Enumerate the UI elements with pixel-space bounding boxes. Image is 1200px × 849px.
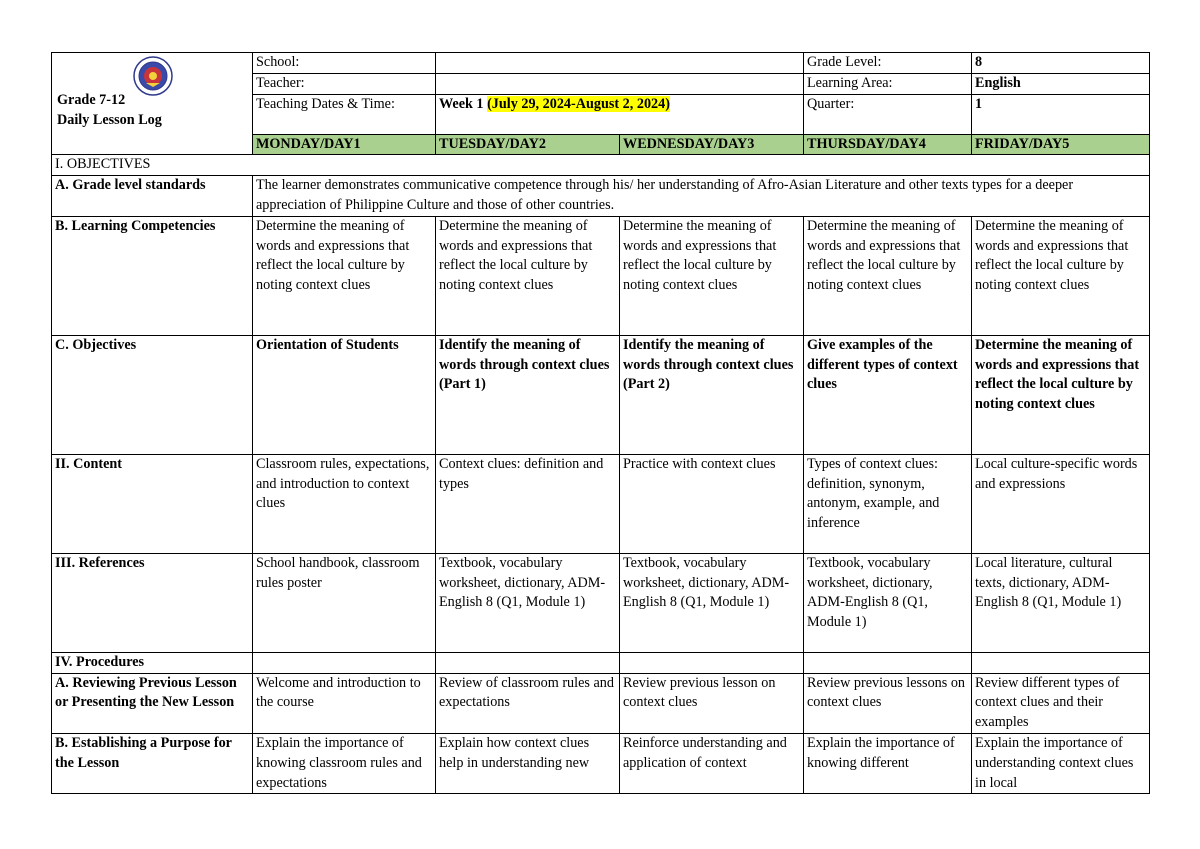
reviewing-cell: Review previous lesson on context clues xyxy=(620,673,804,733)
competency-cell: Determine the meaning of words and expressions that reflect the local culture by noting context clues xyxy=(436,216,620,335)
reference-cell: Textbook, vocabulary worksheet, dictionary, ADM-English 8 (Q1, Module 1) xyxy=(804,553,972,652)
competency-cell: Determine the meaning of words and expressions that reflect the local culture by noting context clues xyxy=(620,216,804,335)
empty-cell xyxy=(253,652,436,673)
objective-cell: Orientation of Students xyxy=(253,335,436,454)
content-cell: Context clues: definition and types xyxy=(436,454,620,553)
day-header: FRIDAY/DAY5 xyxy=(972,134,1150,155)
section-objectives: I. OBJECTIVES xyxy=(52,155,1150,176)
content-cell: Classroom rules, expectations, and introduction to context clues xyxy=(253,454,436,553)
content-label: II. Content xyxy=(52,454,253,553)
day-header: THURSDAY/DAY4 xyxy=(804,134,972,155)
content-cell: Types of context clues: definition, synonym, antonym, example, and inference xyxy=(804,454,972,553)
competency-cell: Determine the meaning of words and expressions that reflect the local culture by noting context clues xyxy=(253,216,436,335)
purpose-cell: Explain the importance of knowing different xyxy=(804,733,972,793)
empty-cell xyxy=(804,652,972,673)
learning-area-value: English xyxy=(972,73,1150,94)
objective-cell: Give examples of the different types of context clues xyxy=(804,335,972,454)
content-cell: Local culture-specific words and expressions xyxy=(972,454,1150,553)
school-label: School: xyxy=(253,53,436,74)
reference-cell: Textbook, vocabulary worksheet, dictionary, ADM-English 8 (Q1, Module 1) xyxy=(436,553,620,652)
quarter-value: 1 xyxy=(972,94,1150,134)
reference-cell: Local literature, cultural texts, dictionary, ADM-English 8 (Q1, Module 1) xyxy=(972,553,1150,652)
reviewing-cell: Welcome and introduction to the course xyxy=(253,673,436,733)
reviewing-cell: Review of classroom rules and expectations xyxy=(436,673,620,733)
school-value xyxy=(436,53,804,74)
grade-standards-text: The learner demonstrates communicative competence through his/ her understanding of Afro-Asian Literature and other texts types for a deeper appreciation of Philippine Culture and those of other countries. xyxy=(253,176,1150,217)
day-header: TUESDAY/DAY2 xyxy=(436,134,620,155)
quarter-label: Quarter: xyxy=(804,94,972,134)
references-label: III. References xyxy=(52,553,253,652)
purpose-cell: Explain how context clues help in understanding new xyxy=(436,733,620,793)
learning-area-label: Learning Area: xyxy=(804,73,972,94)
day-header: WEDNESDAY/DAY3 xyxy=(620,134,804,155)
week-dates: (July 29, 2024-August 2, 2024) xyxy=(487,95,670,112)
reference-cell: School handbook, classroom rules poster xyxy=(253,553,436,652)
empty-cell xyxy=(972,652,1150,673)
objectives-label: C. Objectives xyxy=(52,335,253,454)
form-title-line1: Grade 7-12 xyxy=(57,92,126,108)
section-procedures: IV. Procedures xyxy=(52,652,253,673)
daily-lesson-log-table xyxy=(51,52,1150,794)
purpose-cell: Explain the importance of knowing classroom rules and expectations xyxy=(253,733,436,793)
purpose-label: B. Establishing a Purpose for the Lesson xyxy=(52,733,253,793)
form-title-cell xyxy=(52,53,253,155)
form-title-line2: Daily Lesson Log xyxy=(57,111,162,128)
reviewing-cell: Review different types of context clues and their examples xyxy=(972,673,1150,733)
teacher-label: Teacher: xyxy=(253,73,436,94)
reviewing-label: A. Reviewing Previous Lesson or Presenting the New Lesson xyxy=(52,673,253,733)
objective-cell: Identify the meaning of words through context clues (Part 2) xyxy=(620,335,804,454)
week-cell xyxy=(436,94,804,134)
deped-seal-icon xyxy=(133,56,173,96)
teacher-value xyxy=(436,73,804,94)
reference-cell: Textbook, vocabulary worksheet, dictionary, ADM-English 8 (Q1, Module 1) xyxy=(620,553,804,652)
empty-cell xyxy=(620,652,804,673)
teaching-dates-label: Teaching Dates & Time: xyxy=(253,94,436,134)
grade-level-label: Grade Level: xyxy=(804,53,972,74)
content-cell: Practice with context clues xyxy=(620,454,804,553)
week-label: Week 1 xyxy=(439,95,484,112)
competency-cell: Determine the meaning of words and expressions that reflect the local culture by noting context clues xyxy=(972,216,1150,335)
purpose-cell: Reinforce understanding and application of context xyxy=(620,733,804,793)
grade-standards-label: A. Grade level standards xyxy=(52,176,253,217)
grade-level-value: 8 xyxy=(972,53,1150,74)
day-header: MONDAY/DAY1 xyxy=(253,134,436,155)
reviewing-cell: Review previous lessons on context clues xyxy=(804,673,972,733)
competency-cell: Determine the meaning of words and expressions that reflect the local culture by noting context clues xyxy=(804,216,972,335)
competencies-label: B. Learning Competencies xyxy=(52,216,253,335)
objective-cell: Identify the meaning of words through context clues (Part 1) xyxy=(436,335,620,454)
empty-cell xyxy=(436,652,620,673)
objective-cell: Determine the meaning of words and expressions that reflect the local culture by noting context clues xyxy=(972,335,1150,454)
purpose-cell: Explain the importance of understanding context clues in local xyxy=(972,733,1150,793)
